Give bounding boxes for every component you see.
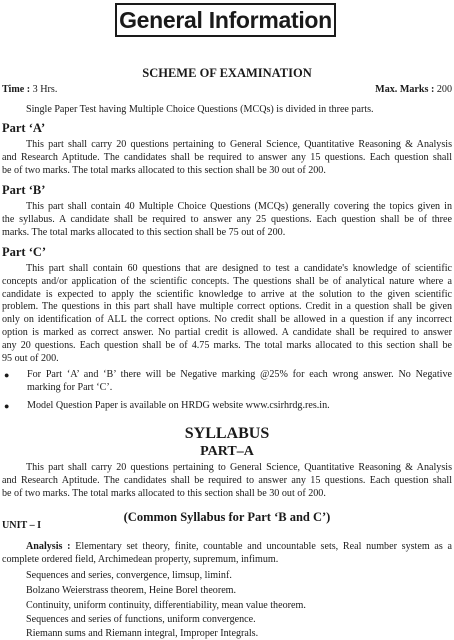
paragraph-line: This part shall contain 40 Multiple Choice Questions (MCQs) generally covering the topics given in	[26, 201, 452, 212]
syllabus-part-heading: PART–A	[200, 444, 254, 459]
time-line	[2, 84, 57, 95]
paragraph-line: 95 out of 200.	[2, 352, 59, 364]
paragraph-line: only on identification of ALL the correct options. No credit shall be allowed in a question if any incorrect	[2, 314, 452, 326]
paragraph-line: any 20 questions. Each question shall be of 4.75 marks. The total marks allocated to this section shall be	[2, 339, 452, 351]
syllabus-part-a-paragraph	[2, 462, 452, 500]
part-a-heading: Part ‘A’	[2, 121, 46, 135]
paragraph-line: and Research Aptitude. The candidates shall be required to answer any 15 questions. Each question shall	[2, 474, 452, 486]
max-marks-value: 200	[436, 84, 452, 95]
syllabus-heading: SYLLABUS	[184, 425, 270, 442]
title-box	[115, 3, 336, 37]
topic-line: Sequences and series, convergence, limsup, liminf.	[26, 570, 232, 581]
topic-line: Riemann sums and Riemann integral, Improper Integrals.	[26, 628, 259, 639]
part-c-paragraph	[2, 263, 452, 365]
bullet-dot-icon: ●	[4, 370, 10, 380]
common-syllabus-heading: (Common Syllabus for Part ‘B and C’)	[123, 510, 331, 524]
paragraph-line: the syllabus. A candidate shall be required to answer any 25 questions. Each question shall be of three	[2, 213, 452, 225]
part-b-heading: Part ‘B’	[2, 183, 46, 197]
paragraph-line: complete ordered field, Archimedean property, supremum, infimum.	[2, 553, 279, 565]
paragraph-line: This part shall contain 60 questions that are designed to test a candidate's knowledge of scientific	[26, 263, 452, 274]
topic-line: Continuity, uniform continuity, differentiability, mean value theorem.	[26, 600, 306, 611]
paragraph-line: be of two marks. The total marks allocated to this section shall be 30 out of 200.	[2, 164, 326, 176]
bullet-line: Model Question Paper is available on HRDG website www.csirhrdg.res.in.	[27, 400, 330, 411]
analysis-label: Analysis :	[26, 541, 71, 552]
scheme-heading: SCHEME OF EXAMINATION	[142, 66, 312, 80]
paragraph-line: marks. The total marks allocated to this section shall be 75 out of 200.	[2, 226, 286, 238]
paragraph-line: problem. The questions in this part shall have multiple correct options. Credit in a question shall be given	[2, 301, 452, 313]
paragraph-line: candidate is expected to apply the scientific knowledge to arrive at the solution to the given scientific	[2, 288, 452, 300]
part-b-paragraph	[2, 201, 452, 239]
paragraph-line: This part shall carry 20 questions pertaining to General Science, Quantitative Reasoning & Analysis	[26, 139, 452, 150]
analysis-paragraph	[2, 541, 452, 567]
paragraph-line: be of two marks. The total marks allocated to this section shall be 30 out of 200.	[2, 487, 326, 499]
max-marks-label: Max. Marks :	[375, 84, 435, 95]
analysis-text: Elementary set theory, finite, countable and uncountable sets, Real number system as a	[75, 541, 452, 552]
time-label: Time :	[2, 84, 31, 95]
intro-text: Single Paper Test having Multiple Choice Questions (MCQs) is divided in three parts.	[26, 104, 374, 115]
time-value: 3 Hrs.	[32, 84, 58, 95]
paragraph-line: and Research Aptitude. The candidates shall be required to answer any 15 questions. Each question shall	[2, 151, 452, 163]
bullet-line: marking for Part ‘C’.	[27, 381, 113, 393]
paragraph-line: This part shall carry 20 questions pertaining to General Science, Quantitative Reasoning & Analysis	[26, 462, 452, 473]
bullet-line: For Part ‘A’ and ‘B’ there will be Negative marking @25% for each wrong answer. No Negative	[27, 369, 452, 380]
paragraph-line	[2, 541, 452, 554]
bullet-item	[27, 400, 452, 413]
unit-label: UNIT – I	[2, 520, 42, 531]
part-c-heading: Part ‘C’	[2, 245, 47, 259]
paragraph-line: option is marked as correct answer. No partial credit is allowed. A candidate shall be required to answer	[2, 326, 452, 338]
max-marks-line	[375, 84, 452, 95]
part-a-paragraph	[2, 139, 452, 177]
bullet-dot-icon: ●	[4, 401, 10, 411]
paragraph-line: concepts and/or application of the scientific concepts. The questions shall be of analytical nature where a	[2, 275, 452, 287]
page-title: General Information	[119, 7, 332, 33]
topic-line: Bolzano Weierstrass theorem, Heine Borel theorem.	[26, 585, 237, 596]
topic-line: Sequences and series of functions, uniform convergence.	[26, 614, 256, 625]
bullet-item	[27, 369, 452, 395]
